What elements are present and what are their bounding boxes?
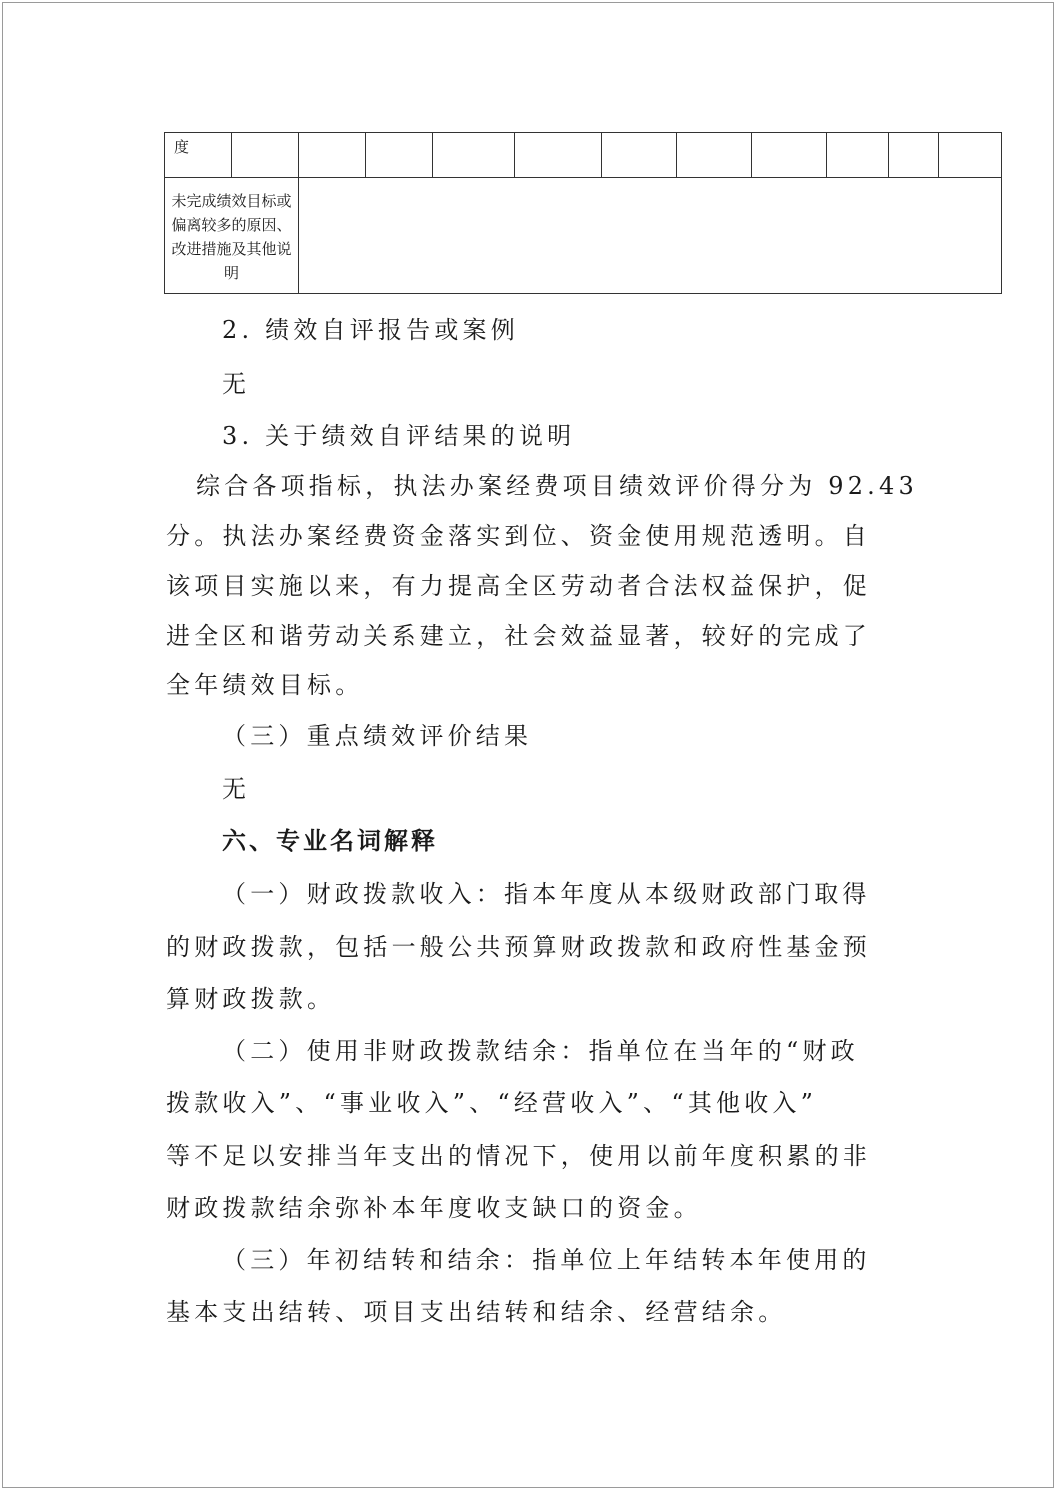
performance-table <box>164 132 1002 294</box>
reason-label-cell: 未完成绩效目标或偏离较多的原因、改进措施及其他说明 <box>165 178 299 294</box>
table-cell <box>602 133 677 178</box>
paragraph-line: 财政拨款结余弥补本年度收支缺口的资金。 <box>166 1194 702 1222</box>
table-cell <box>515 133 602 178</box>
paragraph-line: （一）财政拨款收入：指本年度从本级财政部门取得 <box>222 880 871 908</box>
section-heading-self-eval-report: 2. 绩效自评报告或案例 <box>222 316 519 344</box>
table-cell <box>366 133 433 178</box>
table-cell <box>232 133 299 178</box>
paragraph-none: 无 <box>222 775 251 803</box>
table-cell <box>433 133 515 178</box>
section-heading-glossary: 六、专业名词解释 <box>222 826 438 855</box>
table-cell <box>752 133 827 178</box>
paragraph-line: 综合各项指标，执法办案经费项目绩效评价得分为 92.43 <box>196 472 918 500</box>
paragraph-line: （三）年初结转和结余：指单位上年结转本年使用的 <box>222 1246 871 1274</box>
table-cell <box>827 133 889 178</box>
paragraph-line: 的财政拨款，包括一般公共预算财政拨款和政府性基金预 <box>166 933 871 961</box>
paragraph-line: 全年绩效目标。 <box>166 671 364 699</box>
section-heading-key-evaluation: （三）重点绩效评价结果 <box>222 722 533 750</box>
table-cell-label: 度 <box>165 133 232 178</box>
table-row <box>165 133 1002 178</box>
table-cell <box>677 133 752 178</box>
paragraph-none: 无 <box>222 370 251 398</box>
reason-value-cell <box>299 178 1002 294</box>
table-cell <box>299 133 366 178</box>
section-heading-result-explanation: 3. 关于绩效自评结果的说明 <box>222 422 576 450</box>
paragraph-line: 算财政拨款。 <box>166 985 336 1013</box>
paragraph-line: 拨款收入”、“事业收入”、“经营收入”、“其他收入” <box>166 1089 818 1117</box>
paragraph-line: 进全区和谐劳动关系建立，社会效益显著，较好的完成了 <box>166 622 871 650</box>
table-cell <box>889 133 939 178</box>
paragraph-line: 等不足以安排当年支出的情况下，使用以前年度积累的非 <box>166 1142 871 1170</box>
paragraph-line: （二）使用非财政拨款结余：指单位在当年的“财政 <box>222 1037 859 1065</box>
table-row <box>165 178 1002 294</box>
table-cell <box>939 133 1002 178</box>
paragraph-line: 分。执法办案经费资金落实到位、资金使用规范透明。自 <box>166 522 871 550</box>
paragraph-line: 该项目实施以来，有力提高全区劳动者合法权益保护，促 <box>166 572 871 600</box>
paragraph-line: 基本支出结转、项目支出结转和结余、经营结余。 <box>166 1298 787 1326</box>
